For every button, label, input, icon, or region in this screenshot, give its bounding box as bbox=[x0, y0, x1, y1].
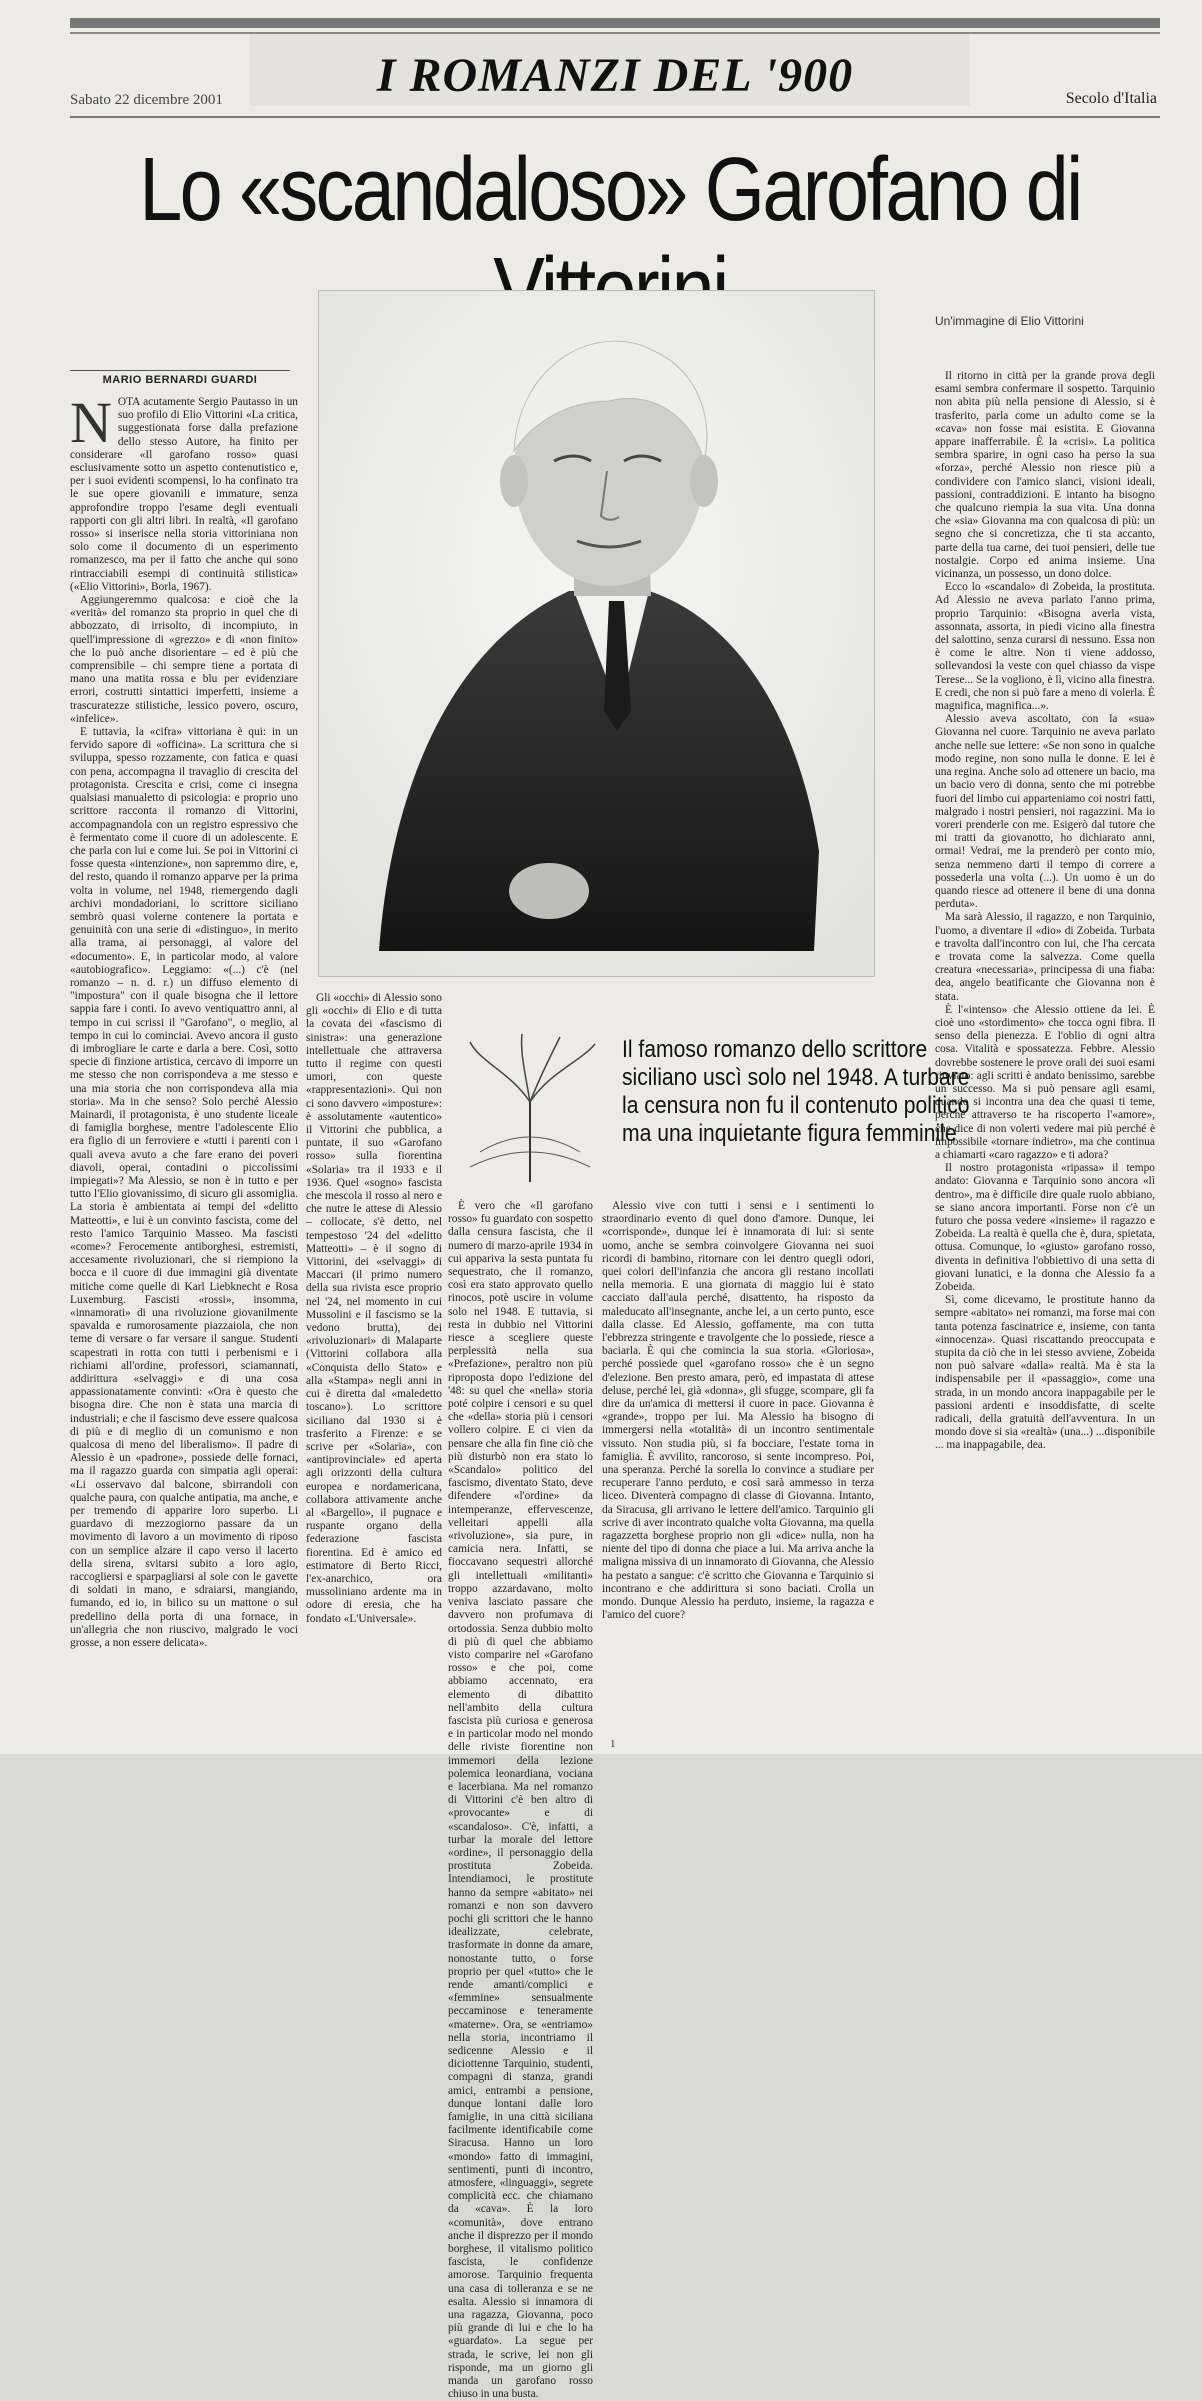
flower-sketch-illustration bbox=[450, 1032, 610, 1182]
article-paragraph: E tuttavia, la «cifra» vittoriana è qui: in un fervido sapore di «officina». La scrittura che si sviluppa, spesso rozzamente, con fatica e quasi con pena, accompagna il travaglio di crescita del protagonista. Crescita e crisi, come ci insegna qualsiasi manualetto di psicologia: e proprio uno scrittore racconta il romanzo di Vittorini, accompagnandola con un registro espressivo che è fermentato come il cuore di un adolescente. E che parla con lui e come lui. Se poi in Vittorini ci fosse questa «intenzione», non sapremmo dire, e, del resto, quando il romanzo apparve per la prima volta in volume, nel 1948, riemergendo dagli archivi mondadoriani, lo scrittore siciliano sembrò quasi volerne contenere la portata e genuinità con una serie di «distinguo», in merito alla trama, ai personaggi, al valore del «documento». E, in particolar modo, al valore «autobiografico». Leggiamo: «(...) c'è (nel romanzo – n. d. r.) un diffuso elemento di "impostura" con il quale bisogna che il lettore sappia fare i conti. Io avevo ventiquattro anni, al tempo in cui scrissi il "Garofano", o meglio, al tempo in cui lo cominciai. Avevo ancora il gusto di imbrogliare le carte e darla a bere. Così, sotto specie di finzione artistica, cercavo di imporre un me stesso che non corrispondeva a me stesso e una mia storia che non corrispondeva alla mia storia». Ma in che senso? Solo perché Alessio Mainardi, il protagonista, è uno studente liceale di famiglia borghese, mentre l'adolescente Elio era figlio di un ferroviere e «tutti i parenti con i quali aveva avuto a che fare erano dei poveri diavoli, operai, contadini o piccolissimi impiegati»? Ma Alessio, se non è in tutto e per tutto l'Elio giovanissimo, di sicuro gli assomiglia. La storia è ambientata ai tempi del «delitto Matteotti», e lui è un convinto fascista, come del resto l'amico Tarquinio Masseo. Ma fascisti «come»? Ferocemente antiborghesi, estremisti, accesamente rivoluzionari, che si riempiono la bocca e il cuore di due immagini già diventate mitiche come quelle di Karl Liebknecht e Rosa Luxemburg. Fascisti «rossi», insomma, «innamorati» di una rivoluzione giovanilmente spavalda e rumorosamente piazzaiola, che non teme di versare o far versare il sangue. Studenti scapestrati in rotta con tutti i perbenismi e i richiami all'ordine, professori, sciamannati, addirittura «selvaggi» e di una cosa appassionatamente convinti: «Ora è questo che bisogna dire. Che non è stata una marcia di industriali; e che il fascismo deve essere qualcosa di più e di meglio di un comunismo e non qualcosa di meno del liberalismo». Il padre di Alessio è un «padrone», possiede delle fornaci, ma il ragazzo guarda con simpatia agli operai: «Li osservavo dal balcone, sbirrandoli con qualche paura, con qualche antipatia, ma anche, e per tremendo di apparire loro superbo. Li guardavo di mezzogiorno passare da un movimento di lavoro a un movimento di riposo con un semplice alzare il capo verso il lacerto della sirena, svitarsi subito a loro agio, raccogliersi e sparpagliarsi al sole con le gavette di soldati in mano, e sdraiarsi, mangiando, fumando, ed io, in bilico su un mattone o sul predellino della porta di una fornace, in un'allegria che non riuscivo, malgrado le voci grosse, a non essere delicata». bbox=[70, 726, 298, 1650]
article-column-2 bbox=[306, 992, 442, 1732]
article-column-4 bbox=[602, 1200, 874, 1732]
drop-cap: N bbox=[70, 390, 112, 455]
article-paragraph: Gli «occhi» di Alessio sono gli «occhi» di Elio e di tutta la covata dei «fascismo di sinistra»: una generazione intellettuale che attraversa tutto il regime con questi umori, con queste «rappresentazioni». Qui non ci sono davvero «imposture»: è assolutamente «autentico» il Vittorini che pubblica, a puntate, il suo «Garofano rosso» sulla fiorentina «Solaria» tra il 1933 e il 1936. Quel «sogno» fascista che mescola il rosso al nero e che nutre le attese di Alessio – collocate, s'è detto, nel tempestoso '24 del «delitto Matteotti» – è il sogno di Vittorini, dei «selvaggi» di Maccari (il primo numero della sua rivista esce proprio nel '24, nel momento in cui Mussolini e il fascismo se la vedono brutta), dei «rivoluzionari» di Malaparte (Vittorini collabora alla «Conquista dello Stato» e alla «Stampa» negli anni in cui è diretta dal «maledetto toscano»). Lo scrittore siciliano dal 1930 si è trasferito a Firenze: e se scrive per «Solaria», con «antiprovinciale» ed aperta agli orizzonti della cultura europea e nordamericana, collabora attivamente anche al «Bargello», il pugnace e ruspante organo della federazione fascista fiorentina. Ed è amico ed estimatore di Berto Ricci, l'ex-anarchico, ora mussoliniano ardente ma in odore di eresia, che ha fondato «L'Universale». bbox=[306, 992, 442, 1625]
article-paragraph: Il ritorno in città per la grande prova degli esami sembra confermare il sospetto. Tarquinio non abita più nella pensione di Alessio, si è trasferito, parla come un adulto come se la «cava» non fosse mai esistita. E Giovanna appare inafferrabile. È la «crisi». La politica sembra sparire, in ogni caso ha perso la sua «forza», perché Alessio non riesce più a condividere con l'amico slanci, visioni ideali, passioni, contraddizioni. E intanto ha bisogno che qualcuno riempia la sua vita. Una donna che «sia» Giovanna ma con qualcosa di più: un segno che si concretizza, che ti sta accanto, parte della tua carne, dei tuoi pensieri, delle tue nostalgie. Corpo ed anima insieme. Una vicinanza, un possesso, un dono dolce. bbox=[935, 370, 1155, 581]
page-number: 1 bbox=[610, 1738, 616, 1750]
article-paragraph: Ecco lo «scandalo» di Zobeida, la prostituta. Ad Alessio ne aveva parlato l'anno prima, proprio Tarquinio: «Bisogna averla vista, assonnata, assorta, in piedi vicino alla finestra del salottino, senza curarsi di nessuno. Essa non è come le altre. Non ti viene addosso, sollevandosi la veste con quel chiasso da vispe Terese... Se la vogliono, è lì, vicino alla finestra. E credi, che non si può fare a meno di volerla. È magnifica, magnifica...». bbox=[935, 581, 1155, 713]
article-headline: Lo «scandaloso» Garofano di bbox=[139, 140, 1081, 240]
article-paragraph: Alessio aveva ascoltato, con la «sua» Giovanna nel cuore. Tarquinio ne aveva parlato anche nelle sue lettere: «Se non sono in qualche modo regine, non sono nulla le donne. E lei è una regina. Anche solo ad ottenere un bacio, ma un bacio vero di donna, sento che mi potrebbe fuori del limbo cui apparteniamo coi nostri fatti, malgrado i nostri pensieri, noi ragazzini. Ma io voreri prenderle con me. Esigerò dal tutore che mi tratti da giovanotto, ho dichiarato anni, ormai! Vedrai, me la prenderò per conto mio, senza nemmeno darti il tempo di correre a possederla una volta (...). Un uomo è un do quando riesce ad ottenere il bene di una donna perduta». bbox=[935, 713, 1155, 911]
photo-caption: Un'immagine di Elio Vittorini bbox=[935, 314, 1084, 328]
portrait-illustration bbox=[319, 291, 874, 976]
author-photo bbox=[318, 290, 875, 977]
article-paragraph: OTA acutamente Sergio Pautasso in un suo profilo di Elio Vittorini «La critica, suggestionata forse dalla prefazione dello stesso Autore, ha finito per considerare «Il garofano rosso» quasi esclusivamente sotto un aspetto contenutistico e, per i suoi evidenti scompensi, lo ha confinato tra le sue opere giovanili e immature, senza approfondire troppo l'esame degli eventuali rapporti con gli altri libri. In realtà, «Il garofano rosso» si inserisce nella storia vittoriniana non solo come il documento di un esperimento romanzesco, ma per il fatto che anche qui sono rintracciabili esempi di continuità stilistica» («Elio Vittorini», Borla, 1967). bbox=[70, 396, 298, 593]
pull-quote bbox=[622, 1036, 982, 1148]
newspaper-name: Secolo d'Italia bbox=[1065, 90, 1157, 107]
publication-date: Sabato 22 dicembre 2001 bbox=[70, 92, 223, 108]
article-paragraph: Alessio vive con tutti i sensi e i sentimenti lo straordinario evento di quel dono d'amore. Dunque, lei «corrisponde», dunque lei è innamorata di lui: si sente uomo, anche se sembra coinvolgere Giovanna nei suoi ricordi di bambino, ritornare con lei dentro quegli odori, quei colori dell'infanzia che ancora gli restano incollati nella memoria. E una giornata di maggio lui è stato cacciato dall'aula perché, disattento, ha risposto da maleducato all'insegnante, anche lei, a un certo punto, esce dalla classe. Ed Alessio, goffamente, ma con tutta l'ebbrezza stringente e travolgente che lo possiede, riesce a baciarla. È qui che comincia la sua storia. «Gloriosa», perché possiede quel «garofano rosso» che è un segno d'elezione. Ben presto amara, però, ed impastata di attese deluse, perché lei, già «donna», gli sfugge, scompare, gli fa dire da un'amica di mettersi il cuore in pace. Giovanna è «grande», troppo per lui. Ma Alessio ha bisogno di immergersi nella «totalità» di un incontro sentimentale vissuto. Non studia più, si fa bocciare, l'estate torna in famiglia. È avvilito, rancoroso, si sente incompreso. Poi, una speranza. Perché la sorella lo convince a studiare per recuperare l'anno perduto, e così sarà ammesso in terza liceo. Diventerà compagno di classe di Giovanna. Intanto, da Siracusa, gli arrivano le lettere dell'amico. Tarquinio gli scrive di aver incontrato qualche volta Giovanna, ma quella ragazzetta borghese proprio non gli «dice» nulla, non ha niente del tipo di donna che piace a lui. Ma arriva anche la maligna missiva di un innamorato di Giovanna, che Alessio ha pestato a sangue: c'è scritto che Giovanna e Tarquinio si incontrano e che addirittura si sono baciati. Crolla un mondo. Dunque Alessio ha perduto, insieme, la ragazza e l'amico del cuore? bbox=[602, 1200, 874, 1622]
byline-rule bbox=[70, 370, 290, 371]
article-column-3 bbox=[448, 1200, 593, 2401]
article-column-5 bbox=[935, 370, 1155, 1732]
pull-quote-text: Il famoso romanzo dello scrittore siciliano uscì solo nel 1948. A turbare la censura non fu il contenuto politico ma una inquietante figura femminile bbox=[622, 1036, 970, 1147]
article-paragraph: Ma sarà Alessio, il ragazzo, e non Tarquinio, l'uomo, a diventare il «dio» di Zobeida. Turbata e travolta dall'incontro con lui, che l'ha cercata e trovata come la salvezza. Come quella creatura «necessaria», principessa di una fiaba: dea, angelo beatificante che Giovanna non è stata. bbox=[935, 911, 1155, 1003]
author-byline: MARIO BERNARDI GUARDI bbox=[102, 374, 258, 386]
header-rule bbox=[70, 116, 1160, 118]
article-paragraph: Il nostro protagonista «ripassa» il tempo andato: Giovanna e Tarquinio sono ancora «lì dentro», ma è difficile dire quale ruolo abbiano, se siano ancora importanti. Forse non c'è un futuro che possa vedere «insieme» il ragazzo e Zobeida. La realtà è quella che è, dura, spietata, ottusa. Comunque, lo «giusto» garofano rosso, diventa in definitiva l'obbiettivo di una setta di giovani lunatici, e la donna che Alessio fa a Zobeida. bbox=[935, 1162, 1155, 1294]
article-paragraph: Sì, come dicevamo, le prostitute hanno da sempre «abitato» nei romanzi, ma forse mai con tanta potenza fascinatrice e, insieme, con tanta «innocenza». Quasi riscattando preoccupata e stupita da ciò che in lei stesso avviene, Zobeida non può salvare «dalla» realtà. Ma è sta la indispensabile per il «passaggio», come una strada, in un mondo ancora inappagabile per le passioni ardenti e insoddisfatte, di scelte radicali, della gratuità dell'avventura. In un mondo dove si sia «realtà» (una...) ...disponibile ... ma inappagabile, dea. bbox=[935, 1294, 1155, 1452]
top-rule bbox=[70, 18, 1160, 28]
section-title: I ROMANZI DEL '900 bbox=[376, 49, 854, 102]
article-paragraph: È vero che «Il garofano rosso» fu guardato con sospetto dalla censura fascista, che il numero di marzo-aprile 1934 in cui appariva la sesta puntata fu sequestrato, che il romanzo, così era stato approvato quello rinocos, potè uscire in volume solo nel 1948. E tuttavia, si resta in dubbio nel Vittorini riesce a scegliere queste perplessità nella sua «Prefazione», peraltro non più riproposta dopo l'edizione del '48: su quel che «nella» storia poté colpire i censori e su quel che «della» storia più i censori vollero colpire. E ci vien da pensare che alla fin fine ciò che più disturbò non era stato lo «Scandalo» politico del fascismo, diventato Stato, deve difendere «l'ordine» da intemperanze, effervescenze, velleitari appelli alla «rivoluzione», sia pure, in camicia nera. Infatti, se fioccavano sequestri allorché gli intellettuali «militanti» troppo azzardavano, molto veniva lasciato passare che davvero non profumava di ortodossia. Senza dubbio molto di più di quel che abbiamo visto comparire nel «Garofano rosso» e che poi, come abbiamo accennato, era elemento di dibattito nell'ambito della cultura fascista più curiosa e generosa e in particolar modo nel mondo delle riviste fiorentine non immemori della lezione polemica leonardiana, vociana e lacerbiana. Ma nel romanzo di Vittorini c'è ben altro di «provocante» e di «scandaloso». C'è, infatti, a turbar la morale del lettore «ordine», il personaggio della prostituta Zobeida. Intendiamoci, le prostitute hanno da sempre «abitato» nei romanzi e non son davvero pochi gli scrittori che le hanno idealizzate, celebrate, trasformate in donne da amare, nonostante tutto, o forse proprio per quel «tutto» che le rende amanti/complici e «femmine» sensualmente peccaminose e teneramente «materne». Ora, se «entriamo» nella storia, incontriamo il sedicenne Alessio e il diciottenne Tarquinio, studenti, compagni di stanza, grandi amici, entrambi a pensione, dunque lontani dalle loro famiglie, in una città siciliana facilmente identificabile come Siracusa. Hanno un loro «mondo» fatto di immagini, sentimenti, punti di incontro, atmosfere, «linguaggi», segrete complicità ecc. che chiamano da «cava». È la loro «comunità», dove entrano anche il disprezzo per il mondo borghese, il vitalismo politico fascista, le confidenze amorose. Tarquinio frequenta una casa di tolleranza e se ne esalta. Alessio si innamora di una ragazza, Giovanna, poco più grande di lui e che lo ha «guardato». La segue per strada, le scrive, lei non gli risponde, ma un giorno gli manda un garofano rosso chiuso in una busta. bbox=[448, 1200, 593, 2401]
article-column-1 bbox=[70, 390, 298, 1731]
article-paragraph: Aggiungeremmo qualcosa: e cioè che la «verità» del romanzo sta proprio in quel che di abbozzato, di irrisolto, di incompiuto, in quell'impressione di «grezzo» e di «non finito» che lo può anche disorientare – ed è più che comprensibile – chi sempre tiene a portata di mano una matita rossa e blu per evidenziare errori, costrutti sintattici imperfetti, insieme a trascuratezze stilistiche, lessico povero, oscuro, «infelice». bbox=[70, 594, 298, 725]
article-paragraph: È l'«intenso» che Alessio ottiene da lei. È cioè uno «stordimento» che tocca ogni fibra. Il senso della pienezza. E l'oblio di ogni altra cosa. Vitalità e spossatezza. Febbre. Alessio dovrebbe sostenere le prove orali dei suoi esami rinviato: agli scritti è andato benissimo, sarebbe un successo. Ma si può pensare agli esami, quando si incontra una dea che quasi ti teme, perché attraverso te ha riscoperto l'«amore», che dice di non volerti vedere mai più perché è impossibile «tornare indietro», ma che continua a chiamarti «caro ragazzo» e ti adora? bbox=[935, 1003, 1155, 1161]
